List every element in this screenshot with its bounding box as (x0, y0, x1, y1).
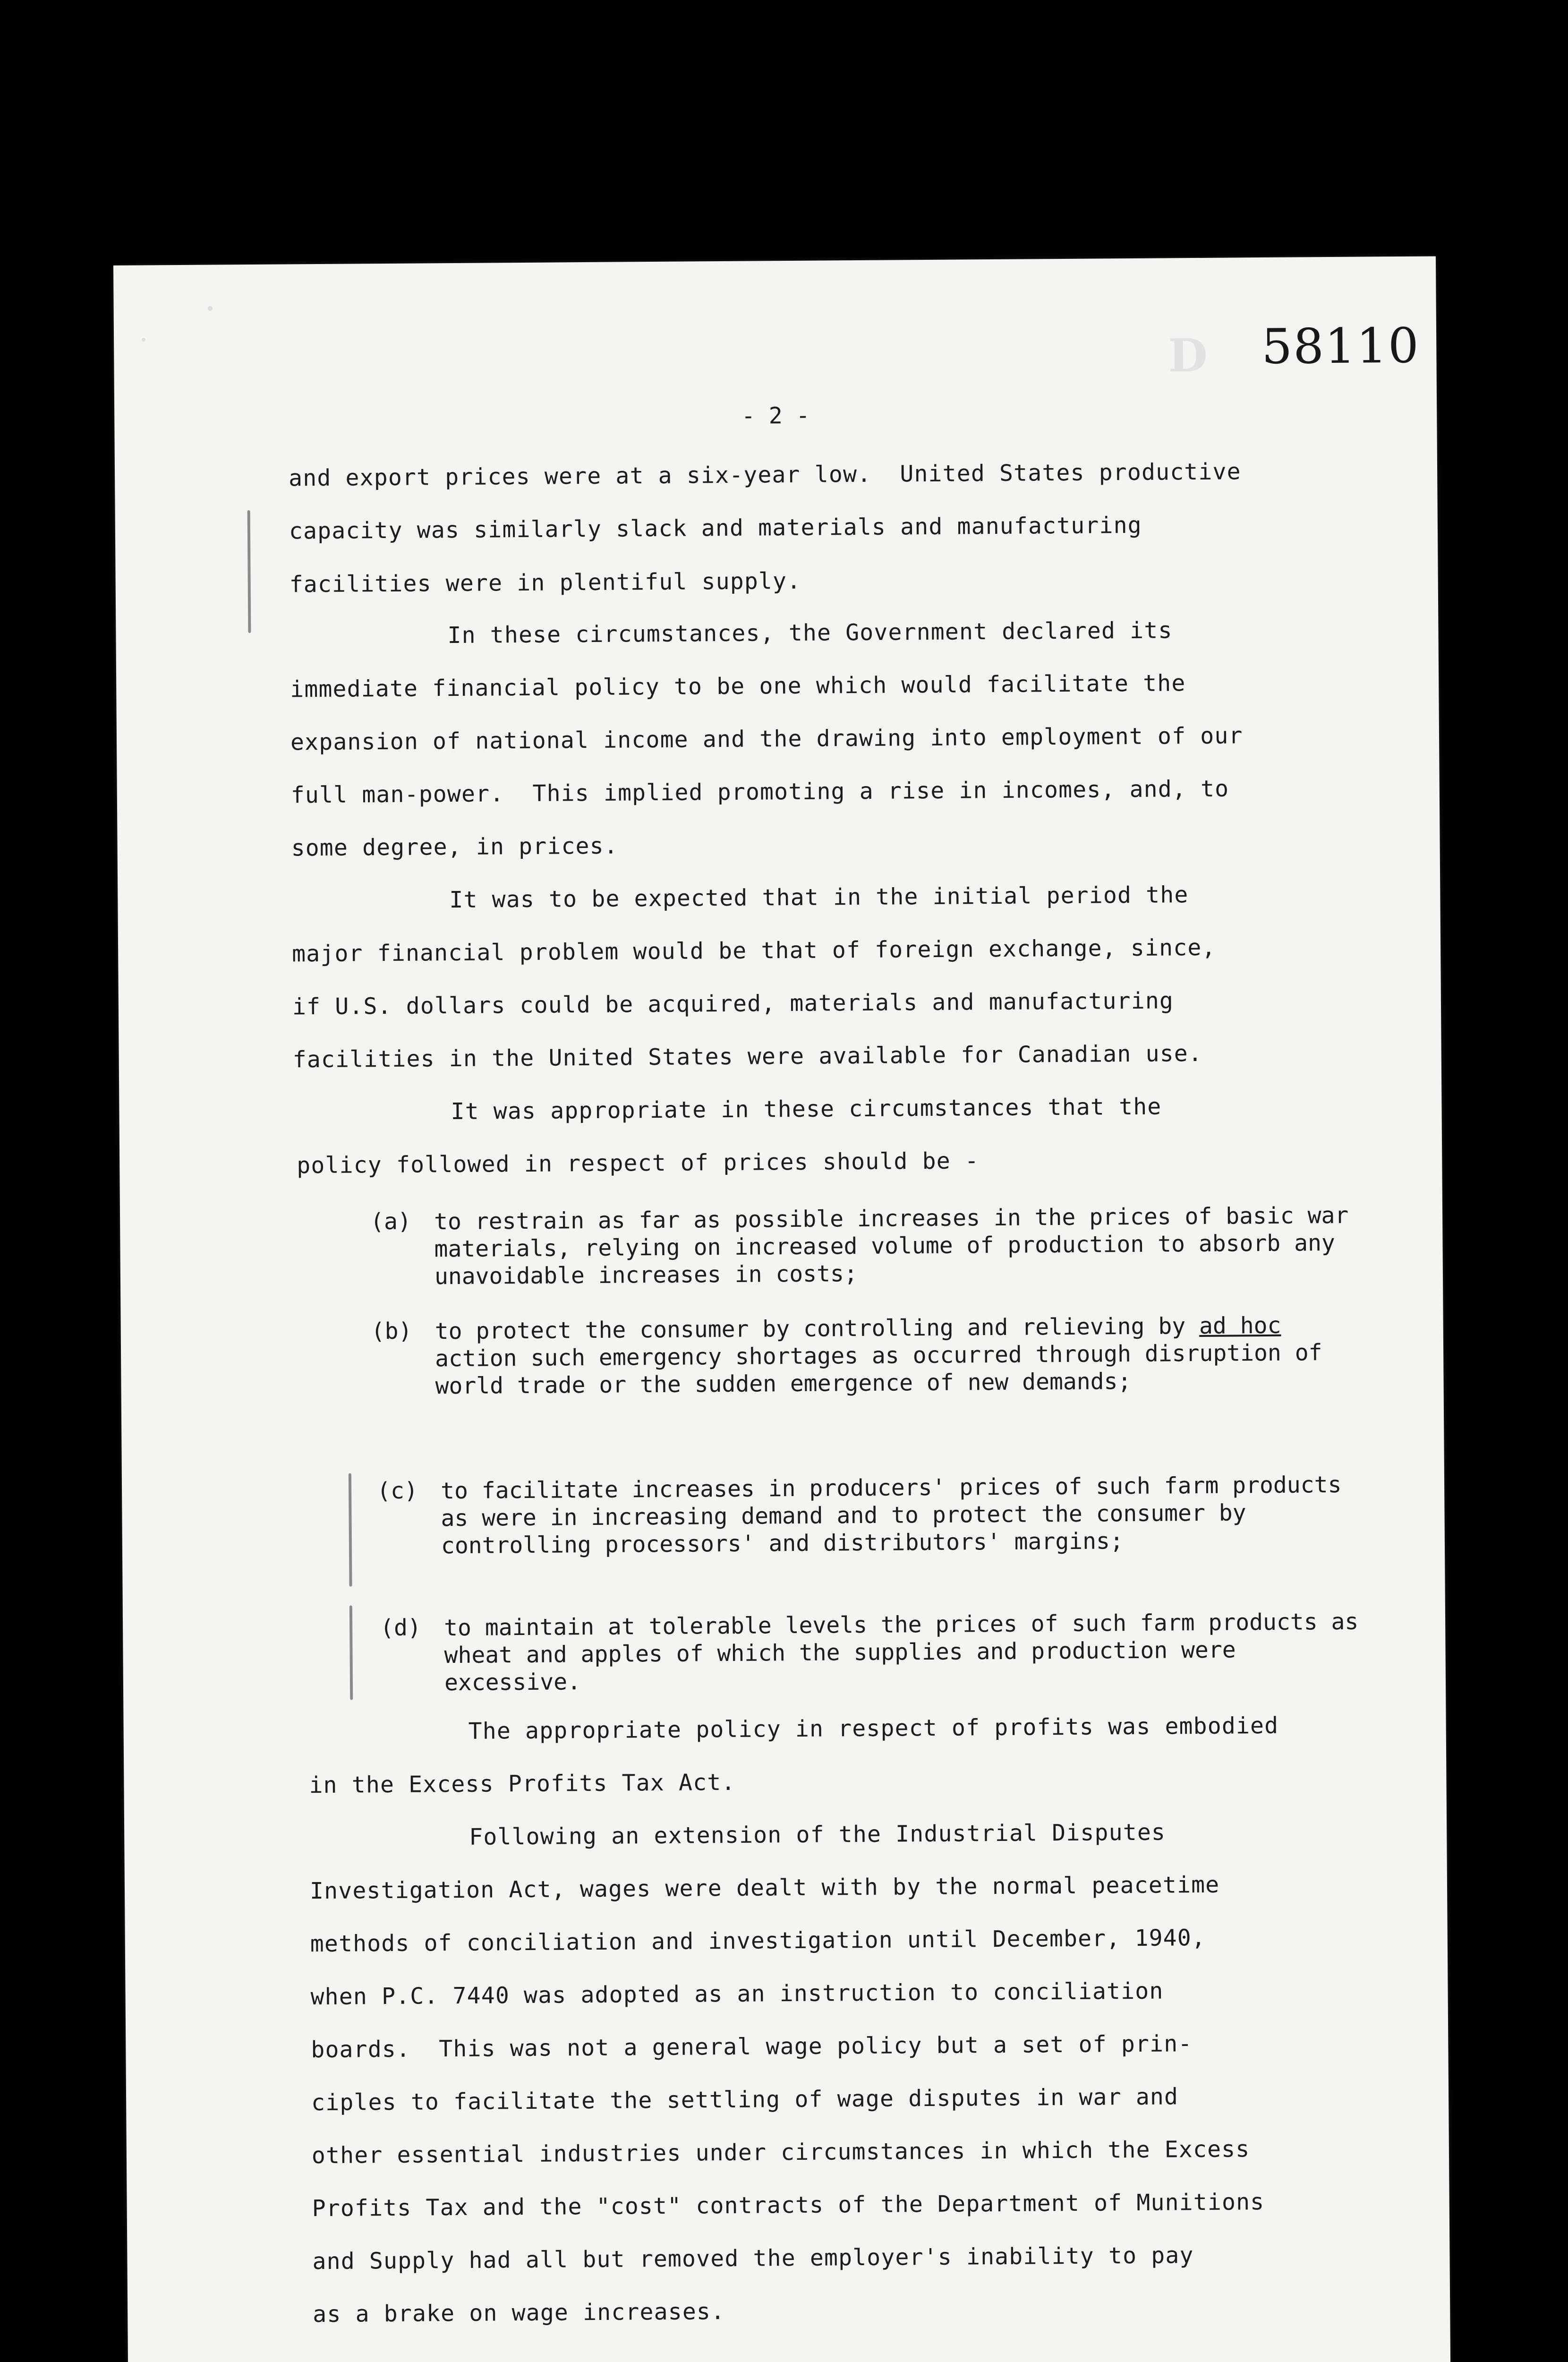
margin-mark (349, 1473, 352, 1587)
stamp-letter: D (1167, 328, 1208, 383)
text-line: as a brake on wage increases. (313, 2298, 725, 2328)
list-item-text: to restrain as far as possible increases in the prices of basic war materials, relying on increased volume of production to absorb any unavoidable increases in costs; (434, 1202, 1363, 1290)
text-line: and Supply had all but removed the employer's inability to pay (312, 2242, 1194, 2275)
text-line: facilities were in plentiful supply. (289, 567, 801, 598)
text-line: It was appropriate in these circumstances that the (451, 1093, 1162, 1125)
text-line: in the Excess Profits Tax Act. (309, 1769, 736, 1799)
text-line: major financial problem would be that of foreign exchange, since, (291, 934, 1216, 967)
text-line: expansion of national income and the drawing into employment of our (290, 722, 1243, 756)
scan-speck (142, 338, 145, 342)
list-item-letter: (d) (380, 1614, 422, 1642)
text-line: facilities in the United States were available for Canadian use. (292, 1040, 1203, 1073)
text-line: Following an extension of the Industrial Disputes (469, 1819, 1166, 1850)
text-line: and export prices were at a six-year low. United States productive (288, 458, 1241, 492)
text-line: ciples to facilitate the settling of wage disputes in war and (311, 2083, 1179, 2116)
scan-speck (208, 306, 213, 311)
text-line: boards. This was not a general wage policy but a set of prin- (311, 2030, 1193, 2063)
document-number: 58110 (1261, 317, 1420, 376)
text-line: other essential industries under circumstances in which the Excess (311, 2136, 1250, 2169)
text-line: Profits Tax and the "cost" contracts of the Department of Munitions (312, 2189, 1265, 2222)
list-item-letter: (b) (371, 1318, 412, 1345)
text-line: when P.C. 7440 was adopted as an instruction to conciliation (310, 1977, 1164, 2011)
text-line: In these circumstances, the Government declared its (447, 617, 1173, 649)
document-page (113, 256, 1451, 2362)
margin-mark (247, 510, 251, 633)
text-line: Investigation Act, wages were dealt with by the normal peacetime (309, 1871, 1220, 1905)
text-line: full man-power. This implied promoting a rise in incomes, and, to (290, 775, 1229, 809)
text-line: immediate financial policy to be one which would facilitate the (290, 670, 1186, 703)
list-item-letter: (a) (370, 1208, 412, 1235)
list-item-text: to facilitate increases in producers' prices of such farm products as were in increasing demand and to protect the consumer by controlling processors' and distributors' margins; (440, 1471, 1355, 1559)
list-item-letter: (c) (376, 1477, 418, 1505)
text-line: policy followed in respect of prices should be - (297, 1147, 980, 1179)
list-item-text: to protect the consumer by controlling and relieving by ad hoc action such emergency shortages as occurred through disruption of world trade or the sudden emergence of new demands; (435, 1312, 1336, 1400)
page-number: - 2 - (741, 402, 810, 429)
underlined-phrase: ad hoc (1199, 1312, 1281, 1340)
text-line: The appropriate policy in respect of profits was embodied (468, 1712, 1279, 1745)
text-line: methods of conciliation and investigation until December, 1940, (310, 1924, 1206, 1958)
text-line: if U.S. dollars could be acquired, materials and manufacturing (292, 987, 1174, 1020)
margin-mark (349, 1606, 353, 1700)
text-line: some degree, in prices. (291, 832, 619, 862)
list-item-text: to maintain at tolerable levels the prices of such farm products as wheat and apples of which the supplies and production were excessive. (443, 1608, 1372, 1696)
text-line: It was to be expected that in the initial period the (449, 881, 1189, 914)
text-line: capacity was similarly slack and materials and manufacturing (289, 512, 1142, 545)
